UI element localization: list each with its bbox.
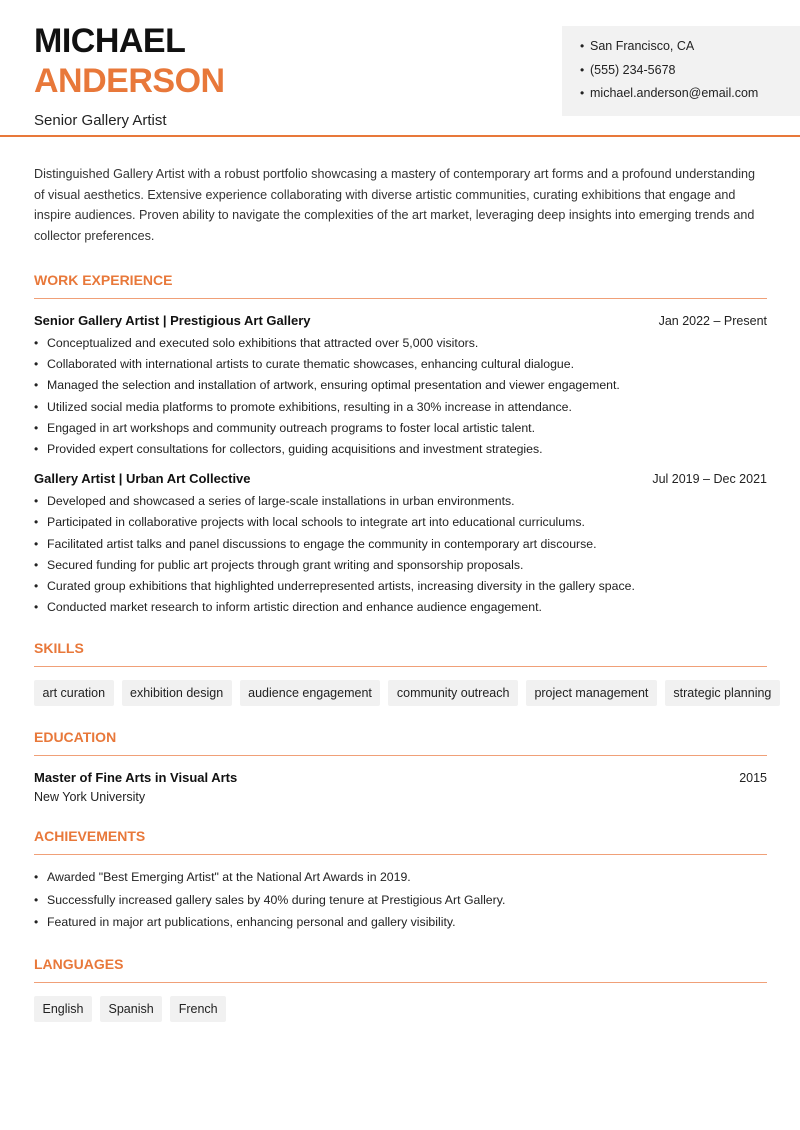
contact-box [562, 26, 800, 116]
job-dates: Jan 2022 – Present [658, 314, 767, 328]
education-degree: Master of Fine Arts in Visual Arts [34, 770, 238, 786]
last-name: ANDERSON [34, 62, 225, 100]
section-title-languages: LANGUAGES [34, 956, 767, 983]
bullet-icon: • [580, 62, 585, 77]
list-item: • Collaborated with international artists to curate thematic showcases, enhancing cultural dialogue. [34, 354, 767, 375]
list-item: • Developed and showcased a series of large-scale installations in urban environments. [34, 491, 767, 512]
list-item: • Provided expert consultations for collectors, guiding acquisitions and investment strategies. [34, 439, 767, 460]
location-text: San Francisco, CA [590, 39, 695, 53]
email-text: michael.anderson@email.com [590, 86, 759, 100]
job-header [34, 471, 767, 486]
skill-chip: exhibition design [122, 680, 232, 706]
list-item: • Secured funding for public art projects through grant writing and sponsorship proposals. [34, 555, 767, 576]
section-title-skills: SKILLS [34, 640, 767, 667]
phone-text: (555) 234-5678 [590, 62, 676, 77]
job-role: Senior Gallery Artist | Prestigious Art Gallery [34, 313, 311, 328]
job-title: Senior Gallery Artist [34, 112, 167, 129]
section-title-work: WORK EXPERIENCE [34, 272, 767, 299]
job-entry [34, 471, 767, 618]
list-item: • Featured in major art publications, enhancing personal and gallery visibility. [34, 911, 767, 934]
work-section [34, 272, 767, 618]
job-dates: Jul 2019 – Dec 2021 [652, 472, 767, 487]
skills-chips [34, 680, 772, 706]
education-header [34, 770, 767, 785]
section-title-education: EDUCATION [34, 729, 767, 756]
name-block [34, 24, 225, 129]
language-chips [34, 996, 767, 1022]
list-item: • Facilitated artist talks and panel discussions to engage the community in contemporary art discourse. [34, 534, 767, 555]
job-header [34, 313, 767, 328]
education-school: New York University [34, 790, 146, 805]
job-role: Gallery Artist | Urban Art Collective [34, 471, 251, 487]
skill-chip: audience engagement [240, 680, 381, 706]
job-bullets [34, 333, 767, 460]
language-chip: Spanish [100, 996, 162, 1022]
skill-chip: strategic planning [665, 680, 780, 706]
list-item: • Participated in collaborative projects with local schools to integrate art into educational curriculums. [34, 512, 767, 533]
skill-chip: community outreach [388, 680, 518, 706]
resume-header [0, 0, 800, 137]
section-title-achievements: ACHIEVEMENTS [34, 828, 767, 855]
list-item: • Conceptualized and executed solo exhibitions that attracted over 5,000 visitors. [34, 333, 767, 354]
achievements-section [34, 828, 767, 934]
list-item: • Managed the selection and installation of artwork, ensuring optimal presentation and viewer engagement. [34, 375, 767, 396]
skill-chip: project management [526, 680, 657, 706]
language-chip: English [34, 996, 92, 1022]
education-section [34, 729, 767, 804]
skills-section [34, 640, 772, 706]
skill-chip: art curation [34, 680, 114, 706]
resume-body [34, 164, 772, 1022]
list-item: • Successfully increased gallery sales by 40% during tenure at Prestigious Art Gallery. [34, 889, 767, 912]
languages-section [34, 956, 767, 1022]
job-bullets [34, 491, 767, 618]
bullet-icon: • [580, 86, 585, 100]
bullet-icon: • [580, 39, 585, 53]
list-item: • Conducted market research to inform artistic direction and enhance audience engagement. [34, 597, 767, 618]
contact-email [580, 85, 800, 109]
contact-phone [580, 62, 800, 86]
education-year: 2015 [739, 771, 767, 786]
achievements-list [34, 866, 767, 934]
list-item: • Engaged in art workshops and community outreach programs to foster local artistic talent. [34, 418, 767, 439]
list-item: • Awarded "Best Emerging Artist" at the National Art Awards in 2019. [34, 866, 767, 889]
language-chip: French [170, 996, 226, 1022]
job-entry [34, 313, 767, 460]
list-item: • Utilized social media platforms to promote exhibitions, resulting in a 30% increase in attendance. [34, 397, 767, 418]
summary: Distinguished Gallery Artist with a robust portfolio showcasing a mastery of contemporary art forms and a profound understanding of visual aesthetics. Extensive experience collaborating with diverse artistic communities, curating exhibitions that engage and inspire audiences. Proven ability to navigate the complexities of the art market, leveraging deep insights into emerging trends and collector preferences. [34, 167, 756, 243]
list-item: • Curated group exhibitions that highlighted underrepresented artists, increasing diversity in the gallery space. [34, 576, 767, 597]
contact-location [580, 38, 800, 62]
first-name: MICHAEL [34, 22, 186, 60]
education-entry [34, 770, 767, 804]
